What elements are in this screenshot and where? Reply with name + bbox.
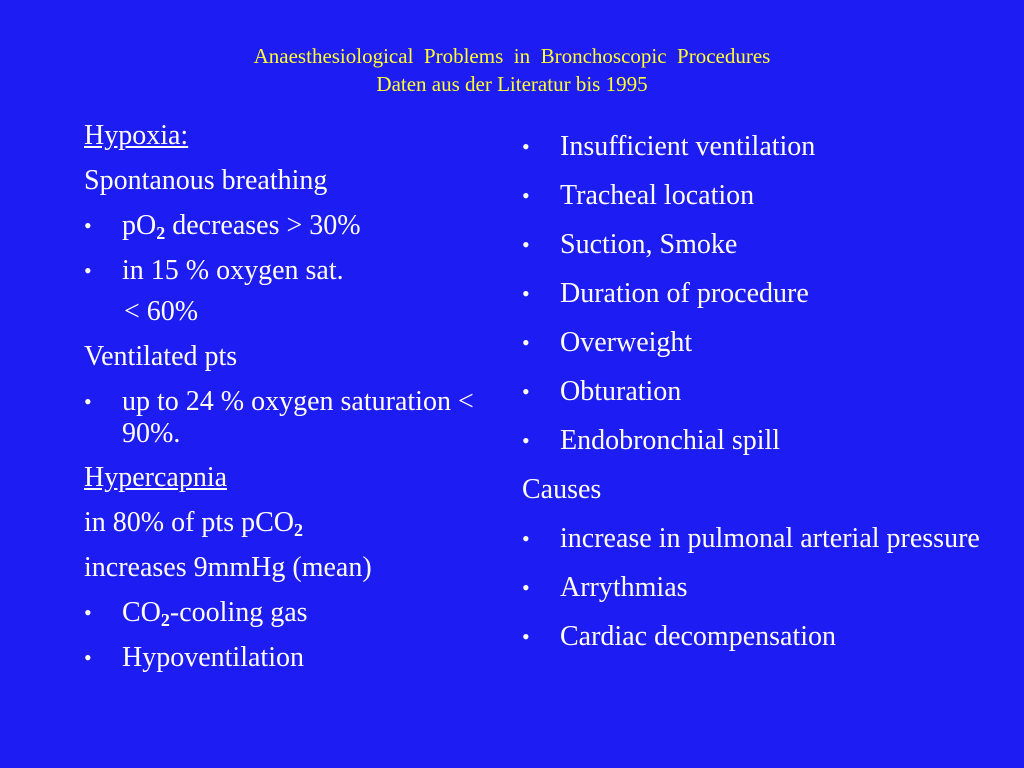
title-line-1: Anaesthesiological Problems in Bronchoscopic Procedures [253,44,771,68]
risk-item-4 [522,278,992,310]
bullet-dot: • [84,258,92,283]
risk-item-5 [522,327,992,359]
bullet-dot: • [522,281,530,306]
risk-item-text: Duration of procedure [560,278,809,309]
bullet-dot: • [522,379,530,404]
hypoventilation-text: Hypoventilation [122,642,304,673]
risk-item-text: Overweight [560,327,693,358]
ventilated-pts-label: Ventilated pts [84,341,238,372]
risk-factor-list [522,131,992,457]
oxygen-sat-text: in 15 % oxygen sat. [122,255,344,286]
ventilated-bullet-text: up to 24 % oxygen saturation < 90%. [122,386,474,449]
risk-item-text: Tracheal location [560,180,755,211]
bullet-dot: • [84,213,92,238]
cause-item-text: Cardiac decompensation [560,621,837,652]
bullet-dot: • [84,389,92,414]
ventilated-bullet [84,386,484,450]
pco2-line: in 80% of pts pCO$_2$ [84,507,303,540]
right-column [522,131,992,670]
left-column [84,120,484,687]
slide-title [0,42,1024,98]
risk-item-1 [522,131,992,163]
risk-item-text: Suction, Smoke [560,229,738,260]
risk-item-6 [522,376,992,408]
cause-item-1 [522,523,992,555]
causes-label: Causes [522,474,602,505]
bullet-dot: • [84,600,92,625]
spontaneous-breathing-label: Spontanous breathing [84,165,328,196]
hypoventilation-bullet [84,642,484,674]
cause-item-3 [522,621,992,653]
title-line-2: Daten aus der Literatur bis 1995 [376,72,648,96]
cause-item-text: Arrythmias [560,572,688,603]
bullet-dot: • [522,232,530,257]
bullet-dot: • [522,526,530,551]
cause-item-2 [522,572,992,604]
bullet-dot: • [522,183,530,208]
po2-bullet: • $pO_2$ decreases > 30% [84,210,361,243]
co2-cooling-bullet: • $CO_2$-cooling gas [84,597,308,630]
increase-line: increases 9mmHg (mean) [84,552,372,583]
risk-item-text: Insufficient ventilation [560,131,816,162]
bullet-dot: • [522,330,530,355]
bullet-dot: • [84,645,92,670]
risk-item-text: Obturation [560,376,682,407]
bullet-dot: • [522,428,530,453]
risk-item-7 [522,425,992,457]
bullet-dot: • [522,624,530,649]
hypoxia-heading: Hypoxia: [84,120,189,151]
bullet-dot: • [522,134,530,159]
risk-item-text: Endobronchial spill [560,425,781,456]
causes-list [522,523,992,653]
oxygen-sat-threshold: < 60% [124,296,199,327]
risk-item-3 [522,229,992,261]
hypercapnia-heading: Hypercapnia [84,462,228,493]
risk-item-2 [522,180,992,212]
cause-item-text: increase in pulmonal arterial pressure [560,523,980,554]
bullet-dot: • [522,575,530,600]
oxygen-sat-bullet [84,255,484,287]
